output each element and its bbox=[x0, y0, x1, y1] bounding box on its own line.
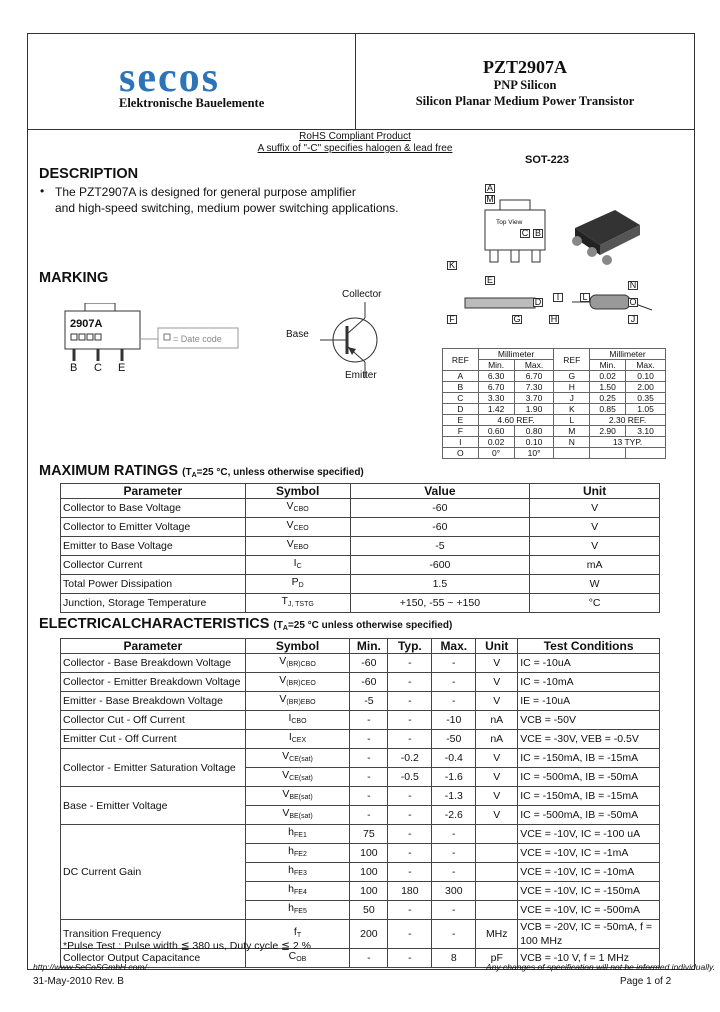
dim-col-mm: Millimeter bbox=[478, 349, 554, 360]
dim-label-l: L bbox=[580, 293, 590, 302]
test-condition-cell: IC = -150mA, IB = -15mA bbox=[518, 787, 660, 806]
min-cell: - bbox=[350, 711, 388, 730]
dim-label-n: N bbox=[629, 280, 637, 290]
test-condition-cell: VCE = -10V, IC = -1mA bbox=[518, 844, 660, 863]
max-rating-row bbox=[61, 575, 660, 594]
min-cell: -5 bbox=[350, 692, 388, 711]
dim-cell: M bbox=[554, 426, 590, 437]
dim-cell: B bbox=[443, 382, 479, 393]
max-ratings-header-row: Parameter Symbol Value Unit bbox=[61, 484, 660, 499]
dim-row bbox=[443, 437, 666, 448]
symbol-cell: $h_{FE3}$ bbox=[245, 863, 350, 882]
dim-label-d: D bbox=[534, 297, 542, 307]
dim-cell: F bbox=[443, 426, 479, 437]
typ-cell: -0.5 bbox=[388, 768, 432, 787]
electrical-table bbox=[60, 638, 660, 968]
electrical-row bbox=[61, 787, 660, 806]
device-type: PNP Silicon bbox=[493, 78, 557, 92]
unit-cell bbox=[476, 825, 518, 844]
part-number: PZT2907A bbox=[482, 57, 567, 77]
dim-label-h: H bbox=[550, 314, 558, 324]
unit-cell bbox=[476, 844, 518, 863]
min-cell: - bbox=[350, 806, 388, 825]
symbol-cell: $I_{CBO}$ bbox=[245, 711, 350, 730]
value-cell: -5 bbox=[350, 537, 530, 556]
test-condition-cell: VCE = -10V, IC = -10mA bbox=[518, 863, 660, 882]
pin-e: E bbox=[118, 362, 126, 374]
description-line-2: and high-speed switching, medium power switching applications. bbox=[55, 201, 399, 215]
dim-cell: 0.35 bbox=[626, 393, 666, 404]
symbol-cell: $C_{OB}$ bbox=[245, 949, 350, 968]
typ-cell: - bbox=[388, 673, 432, 692]
unit-cell: V bbox=[476, 806, 518, 825]
footer-date: 31-May-2010 Rev. B bbox=[33, 976, 124, 987]
dim-cell: 10° bbox=[514, 448, 554, 459]
symbol-cell: $V_{BE(sat)}$ bbox=[245, 787, 350, 806]
symbol-cell: $I_{CEX}$ bbox=[245, 730, 350, 749]
bullet: • bbox=[40, 184, 45, 198]
unit-cell: V bbox=[476, 673, 518, 692]
unit-cell: V bbox=[476, 692, 518, 711]
parameter-cell: DC Current Gain bbox=[61, 825, 246, 920]
package-tab bbox=[500, 200, 530, 210]
dim-cell: D bbox=[443, 404, 479, 415]
min-cell: -60 bbox=[350, 654, 388, 673]
package-name: SOT-223 bbox=[525, 154, 570, 166]
max-cell: -0.4 bbox=[432, 749, 476, 768]
electrical-row bbox=[61, 692, 660, 711]
unit-cell: V bbox=[530, 537, 660, 556]
test-condition-cell: IC = -10uA bbox=[518, 654, 660, 673]
typ-cell: - bbox=[388, 654, 432, 673]
dim-cell: 0.02 bbox=[478, 437, 514, 448]
dim-cell: 3.10 bbox=[626, 426, 666, 437]
electrical-row bbox=[61, 749, 660, 768]
dim-header-row bbox=[443, 349, 666, 360]
test-condition-cell: VCE = -30V, VEB = -0.5V bbox=[518, 730, 660, 749]
electrical-heading: ELECTRICALCHARACTERISTICS ($T_A=25$ °C unless otherwise specified) bbox=[39, 616, 453, 632]
pulse-note: *Pulse Test : Pulse width ≦ 380 us, Duty cycle ≦ 2 % bbox=[63, 940, 311, 952]
parameter-cell: Emitter to Base Voltage bbox=[61, 537, 246, 556]
dim-label-m: M bbox=[486, 194, 494, 204]
unit-cell: MHz bbox=[476, 920, 518, 949]
rohs-line-2: A suffix of "-C" specifies halogen & lead free bbox=[257, 143, 453, 154]
symbol-cell: $T_{J, TSTG}$ bbox=[245, 594, 350, 613]
symbol-cell: $V_{CEO}$ bbox=[245, 518, 350, 537]
dim-cell: H bbox=[554, 382, 590, 393]
parameter-cell: Total Power Dissipation bbox=[61, 575, 246, 594]
dim-row bbox=[443, 426, 666, 437]
dim-label-f: F bbox=[447, 315, 457, 324]
max-cell: - bbox=[432, 654, 476, 673]
test-condition-cell: IC = -10mA bbox=[518, 673, 660, 692]
electrical-row bbox=[61, 825, 660, 844]
symbol-cell: $V_{(BR)EBO}$ bbox=[245, 692, 350, 711]
max-rating-row bbox=[61, 594, 660, 613]
dim-cell: 7.30 bbox=[514, 382, 554, 393]
min-cell: 100 bbox=[350, 844, 388, 863]
value-cell: +150, -55 ~ +150 bbox=[350, 594, 530, 613]
max-cell: -2.6 bbox=[432, 806, 476, 825]
unit-cell: pF bbox=[476, 949, 518, 968]
emitter-label: Emitter bbox=[345, 370, 377, 381]
dim-cell: E bbox=[443, 415, 479, 426]
dim-cell: 6.70 bbox=[478, 382, 514, 393]
typ-cell: - bbox=[388, 844, 432, 863]
footer-url[interactable]: http://www.SeCoSGmbH.com/ bbox=[33, 962, 147, 972]
dim-cell: 0° bbox=[478, 448, 514, 459]
max-rating-row bbox=[61, 537, 660, 556]
typ-cell: - bbox=[388, 920, 432, 949]
dim-cell: N bbox=[554, 437, 590, 448]
dim-cell: 1.90 bbox=[514, 404, 554, 415]
dim-cell: 0.10 bbox=[626, 371, 666, 382]
package-side-view bbox=[465, 298, 535, 308]
parameter-cell: Base - Emitter Voltage bbox=[61, 787, 246, 825]
description-heading: DESCRIPTION bbox=[39, 166, 139, 182]
dim-cell: C bbox=[443, 393, 479, 404]
symbol-cell: $V_{(BR)CBO}$ bbox=[245, 654, 350, 673]
test-condition-cell: VCB = -20V, IC = -50mA, f = 100 MHz bbox=[518, 920, 660, 949]
max-rating-row bbox=[61, 518, 660, 537]
electrical-row bbox=[61, 711, 660, 730]
value-cell: -600 bbox=[350, 556, 530, 575]
value-cell: -60 bbox=[350, 518, 530, 537]
dim-cell: A bbox=[443, 371, 479, 382]
dim-col-mm-2: Millimeter bbox=[590, 349, 666, 360]
collector-label: Collector bbox=[342, 289, 382, 300]
min-cell: 75 bbox=[350, 825, 388, 844]
parameter-cell: Collector Cut - Off Current bbox=[61, 711, 246, 730]
symbol-cell: $V_{CE(sat)}$ bbox=[245, 768, 350, 787]
symbol-cell: $V_{EBO}$ bbox=[245, 537, 350, 556]
typ-cell: - bbox=[388, 825, 432, 844]
dim-cell: 4.60 REF. bbox=[478, 415, 554, 426]
parameter-cell: Junction, Storage Temperature bbox=[61, 594, 246, 613]
test-condition-cell: VCE = -10V, IC = -500mA bbox=[518, 901, 660, 920]
min-cell: -60 bbox=[350, 673, 388, 692]
unit-cell: °C bbox=[530, 594, 660, 613]
unit-cell bbox=[476, 901, 518, 920]
dim-col-ref: REF bbox=[443, 349, 479, 371]
max-cell: -50 bbox=[432, 730, 476, 749]
dim-cell: 1.50 bbox=[590, 382, 626, 393]
dim-row bbox=[443, 415, 666, 426]
dim-col-ref-2: REF bbox=[554, 349, 590, 371]
header-divider bbox=[27, 129, 694, 130]
symbol-cell: $h_{FE5}$ bbox=[245, 901, 350, 920]
max-cell: -1.3 bbox=[432, 787, 476, 806]
electrical-row bbox=[61, 654, 660, 673]
max-cell: - bbox=[432, 825, 476, 844]
max-cell: -1.6 bbox=[432, 768, 476, 787]
dim-row bbox=[443, 404, 666, 415]
dim-label-g: G bbox=[513, 314, 521, 324]
test-condition-cell: VCE = -10V, IC = -100 uA bbox=[518, 825, 660, 844]
symbol-cell: $h_{FE4}$ bbox=[245, 882, 350, 901]
unit-cell bbox=[476, 882, 518, 901]
top-view-label: Top View bbox=[496, 219, 523, 226]
electrical-row bbox=[61, 673, 660, 692]
dim-subheader-row: Min. Max. Min. Max. bbox=[443, 360, 666, 371]
unit-cell: W bbox=[530, 575, 660, 594]
unit-cell: nA bbox=[476, 711, 518, 730]
value-cell: 1.5 bbox=[350, 575, 530, 594]
dim-cell: 0.10 bbox=[514, 437, 554, 448]
dim-cell bbox=[626, 448, 666, 459]
min-cell: - bbox=[350, 787, 388, 806]
dim-cell: O bbox=[443, 448, 479, 459]
date-code-label: = Date code bbox=[173, 334, 222, 344]
typ-cell: - bbox=[388, 711, 432, 730]
unit-cell: mA bbox=[530, 556, 660, 575]
dim-cell: 0.02 bbox=[590, 371, 626, 382]
typ-cell: - bbox=[388, 730, 432, 749]
parameter-cell: Collector Output Capacitance bbox=[61, 949, 246, 968]
parameter-cell: Collector to Emitter Voltage bbox=[61, 518, 246, 537]
dim-cell: G bbox=[554, 371, 590, 382]
max-cell: 300 bbox=[432, 882, 476, 901]
dim-cell: 0.60 bbox=[478, 426, 514, 437]
max-cell: - bbox=[432, 920, 476, 949]
dim-cell: 6.30 bbox=[478, 371, 514, 382]
dim-cell: 3.30 bbox=[478, 393, 514, 404]
dim-cell: 0.25 bbox=[590, 393, 626, 404]
unit-cell: V bbox=[476, 768, 518, 787]
dim-cell: 1.42 bbox=[478, 404, 514, 415]
description-line-1: The PZT2907A is designed for general purpose amplifier bbox=[55, 185, 356, 199]
unit-cell: V bbox=[476, 787, 518, 806]
parameter-cell: Transition Frequency bbox=[61, 920, 246, 949]
dim-label-j: J bbox=[628, 315, 638, 324]
dim-row bbox=[443, 382, 666, 393]
unit-cell: V bbox=[530, 499, 660, 518]
unit-cell: nA bbox=[476, 730, 518, 749]
typ-cell: -0.2 bbox=[388, 749, 432, 768]
parameter-cell: Emitter Cut - Off Current bbox=[61, 730, 246, 749]
typ-cell: - bbox=[388, 901, 432, 920]
dim-cell: L bbox=[554, 415, 590, 426]
dim-cell: I bbox=[443, 437, 479, 448]
typ-cell: - bbox=[388, 806, 432, 825]
dim-cell: 3.70 bbox=[514, 393, 554, 404]
typ-cell: - bbox=[388, 949, 432, 968]
pnp-transistor-symbol bbox=[310, 300, 390, 380]
test-condition-cell: VCB = -50V bbox=[518, 711, 660, 730]
max-cell: - bbox=[432, 844, 476, 863]
unit-cell: V bbox=[530, 518, 660, 537]
parameter-cell: Collector - Emitter Breakdown Voltage bbox=[61, 673, 246, 692]
pin-c: C bbox=[94, 362, 102, 374]
rohs-line-1: RoHS Compliant Product bbox=[299, 131, 411, 142]
dim-cell: 6.70 bbox=[514, 371, 554, 382]
max-rating-row bbox=[61, 556, 660, 575]
dim-cell: 1.05 bbox=[626, 404, 666, 415]
max-cell: - bbox=[432, 901, 476, 920]
typ-cell: - bbox=[388, 863, 432, 882]
test-condition-cell: IE = -10uA bbox=[518, 692, 660, 711]
pin-b: B bbox=[70, 362, 78, 374]
dim-label-k: K bbox=[448, 260, 455, 270]
package-end-view bbox=[590, 295, 630, 309]
symbol-cell: $f_T$ bbox=[245, 920, 350, 949]
symbol-cell: $I_C$ bbox=[245, 556, 350, 575]
dim-label-i: I bbox=[553, 293, 563, 302]
min-cell: - bbox=[350, 768, 388, 787]
max-ratings-heading: MAXIMUM RATINGS ($T_A=25$ °C, unless otherwise specified) bbox=[39, 463, 364, 479]
parameter-cell: Collector - Base Breakdown Voltage bbox=[61, 654, 246, 673]
dim-cell: 0.85 bbox=[590, 404, 626, 415]
unit-cell: V bbox=[476, 749, 518, 768]
symbol-cell: $V_{CE(sat)}$ bbox=[245, 749, 350, 768]
dim-cell: K bbox=[554, 404, 590, 415]
dim-cell: J bbox=[554, 393, 590, 404]
dim-cell: 13 TYP. bbox=[590, 437, 666, 448]
test-condition-cell: IC = -150mA, IB = -15mA bbox=[518, 749, 660, 768]
parameter-cell: Collector - Emitter Saturation Voltage bbox=[61, 749, 246, 787]
dim-row bbox=[443, 393, 666, 404]
min-cell: 200 bbox=[350, 920, 388, 949]
electrical-header-row: Parameter Symbol Min. Typ. Max. Unit Test Conditions bbox=[61, 639, 660, 654]
parameter-cell: Collector to Base Voltage bbox=[61, 499, 246, 518]
test-condition-cell: IC = -500mA, IB = -50mA bbox=[518, 768, 660, 787]
dim-label-b: B bbox=[534, 228, 541, 238]
max-cell: - bbox=[432, 863, 476, 882]
symbol-cell: $V_{(BR)CEO}$ bbox=[245, 673, 350, 692]
typ-cell: - bbox=[388, 787, 432, 806]
max-cell: - bbox=[432, 673, 476, 692]
parameter-cell: Collector Current bbox=[61, 556, 246, 575]
electrical-row bbox=[61, 730, 660, 749]
chip-marking-text: 2907A bbox=[70, 318, 103, 330]
dim-row bbox=[443, 371, 666, 382]
dim-row bbox=[443, 448, 666, 459]
device-description: Silicon Planar Medium Power Transistor bbox=[415, 94, 635, 108]
value-cell: -60 bbox=[350, 499, 530, 518]
unit-cell bbox=[476, 863, 518, 882]
company-subtitle: Elektronische Bauelemente bbox=[119, 96, 265, 110]
dim-cell: 2.30 REF. bbox=[590, 415, 666, 426]
dim-label-c: C bbox=[521, 228, 529, 238]
test-condition-cell: VCB = -10 V, f = 1 MHz bbox=[518, 949, 660, 968]
base-label: Base bbox=[286, 329, 309, 340]
typ-cell: 180 bbox=[388, 882, 432, 901]
dim-label-e: E bbox=[486, 275, 493, 285]
dim-cell: 0.80 bbox=[514, 426, 554, 437]
company-logo: secos bbox=[119, 55, 220, 101]
dim-label-o: O bbox=[629, 297, 637, 307]
marking-heading: MARKING bbox=[39, 270, 109, 286]
max-cell: 8 bbox=[432, 949, 476, 968]
dim-cell bbox=[590, 448, 626, 459]
min-cell: 100 bbox=[350, 882, 388, 901]
symbol-cell: $V_{BE(sat)}$ bbox=[245, 806, 350, 825]
dimension-table bbox=[442, 348, 666, 459]
unit-cell: V bbox=[476, 654, 518, 673]
min-cell: 50 bbox=[350, 901, 388, 920]
min-cell: - bbox=[350, 730, 388, 749]
symbol-cell: $h_{FE2}$ bbox=[245, 844, 350, 863]
dim-cell: 2.90 bbox=[590, 426, 626, 437]
test-condition-cell: IC = -500mA, IB = -50mA bbox=[518, 806, 660, 825]
symbol-cell: $P_D$ bbox=[245, 575, 350, 594]
dim-label-a: A bbox=[486, 183, 493, 193]
test-condition-cell: VCE = -10V, IC = -150mA bbox=[518, 882, 660, 901]
dim-cell: 2.00 bbox=[626, 382, 666, 393]
typ-cell: - bbox=[388, 692, 432, 711]
max-cell: -10 bbox=[432, 711, 476, 730]
max-ratings-table bbox=[60, 483, 660, 613]
symbol-cell: $V_{CBO}$ bbox=[245, 499, 350, 518]
min-cell: - bbox=[350, 749, 388, 768]
symbol-cell: $h_{FE1}$ bbox=[245, 825, 350, 844]
footer-notice: Any changes of specification will not be informed individually. bbox=[486, 962, 715, 972]
footer-page: Page 1 of 2 bbox=[620, 976, 672, 987]
min-cell: - bbox=[350, 949, 388, 968]
chip-outline bbox=[65, 311, 140, 349]
dim-cell bbox=[554, 448, 590, 459]
parameter-cell: Emitter - Base Breakdown Voltage bbox=[61, 692, 246, 711]
max-cell: - bbox=[432, 692, 476, 711]
min-cell: 100 bbox=[350, 863, 388, 882]
max-rating-row bbox=[61, 499, 660, 518]
